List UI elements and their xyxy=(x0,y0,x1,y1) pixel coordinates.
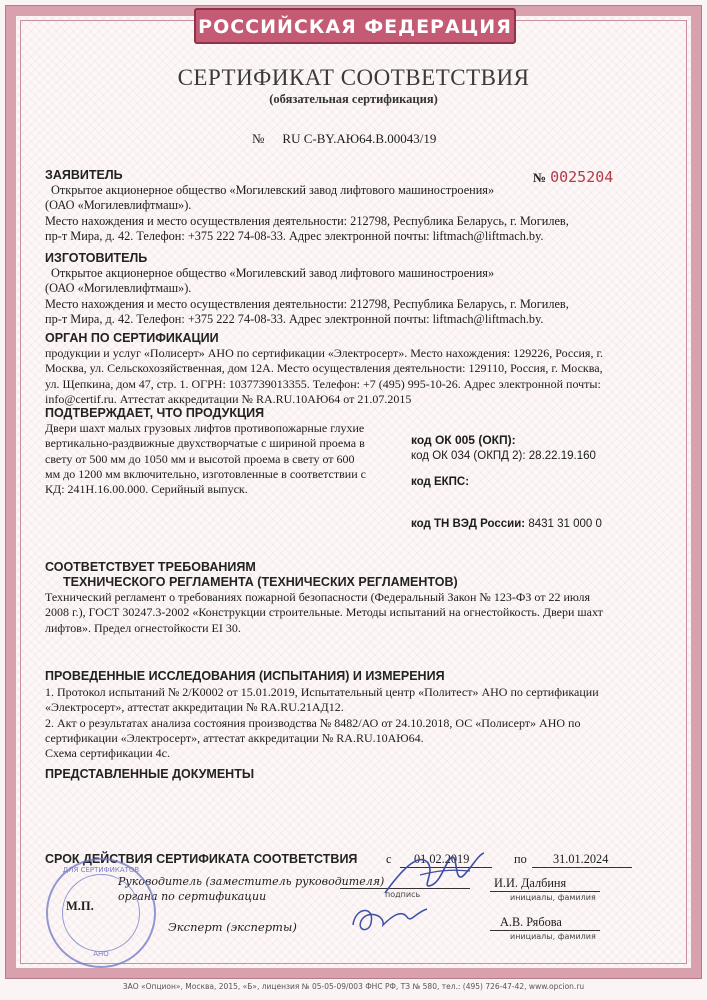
product-line: вертикально-раздвижные двухстворчатые с шириной проема в xyxy=(45,436,365,451)
initials-caption-1: инициалы, фамилия xyxy=(510,893,596,902)
tnved-row xyxy=(411,518,602,530)
manufacturer-line: пр-т Мира, д. 42. Телефон: +375 222 74-08-33. Адрес электронной почты: liftmach@liftmach.by. xyxy=(45,311,544,326)
expert-signature-icon xyxy=(345,895,435,940)
applicant-line: Открытое акционерное общество «Могилевский завод лифтового машиностроения» xyxy=(51,183,495,197)
cert-body-line: продукции и услуг «Полисерт» АНО по сертификации «Электросерт». Место нахождения: 129226, Россия, г. xyxy=(45,346,604,360)
cert-body-block xyxy=(45,346,603,407)
product-line: КД: 241Н.16.00.000. Серийный выпуск. xyxy=(45,482,248,497)
tests-line: Схема сертификации 4с. xyxy=(45,746,170,761)
validity-heading: СРОК ДЕЙСТВИЯ СЕРТИФИКАТА СООТВЕТСТВИЯ xyxy=(45,852,358,866)
manufacturer-line: Открытое акционерное общество «Могилевский завод лифтового машиностроения» xyxy=(51,266,495,280)
serial-number-value: 0025204 xyxy=(550,168,614,186)
ok005-label: код ОК 005 (ОКП): xyxy=(411,433,516,447)
manufacturer-heading: ИЗГОТОВИТЕЛЬ xyxy=(45,251,148,265)
country-banner: РОССИЙСКАЯ ФЕДЕРАЦИЯ xyxy=(194,8,516,44)
requirements-line: 2008 г.), ГОСТ 30247.3-2002 «Конструкции строительные. Методы испытаний на огнестойкость. Двери шахт xyxy=(45,605,603,620)
tests-line: «Электросерт», аттестат аккредитации № RA.RU.21АД12. xyxy=(45,700,344,715)
applicant-line: (ОАО «Могилевлифтмаш»). xyxy=(45,198,192,213)
mp-label: М.П. xyxy=(66,899,94,913)
head-name: И.И. Далбиня xyxy=(494,876,567,890)
cert-body-line: ул. Щепкина, дом 47, стр. 1. ОГРН: 1037739013355. Телефон: +7 (495) 995-10-26. Адрес электронной почты: xyxy=(45,376,601,391)
printer-footer: ЗАО «Опцион», Москва, 2015, «Б», лицензия № 05-05-09/003 ФНС РФ, ТЗ № 580, тел.: (495) 726-47-42, www.opcion.ru xyxy=(122,982,585,991)
cert-body-line: info@certif.ru. Аттестат аккредитации № RA.RU.10АЮ64 от 21.07.2015 xyxy=(45,391,412,406)
initials-caption-2: инициалы, фамилия xyxy=(510,932,596,941)
ekps-label: код ЕКПС: xyxy=(411,476,470,488)
cert-body-heading: ОРГАН ПО СЕРТИФИКАЦИИ xyxy=(45,331,219,345)
product-block xyxy=(45,421,366,497)
reg-number-value: RU C-BY.АЮ64.В.00043/19 xyxy=(282,131,437,146)
documents-heading: ПРЕДСТАВЛЕННЫЕ ДОКУМЕНТЫ xyxy=(45,767,255,781)
tests-block xyxy=(45,685,599,761)
head-label-line2: органа по сертификации xyxy=(118,890,267,903)
applicant-heading: ЗАЯВИТЕЛЬ xyxy=(45,168,123,182)
registration-number xyxy=(252,131,436,147)
expert-label: Эксперт (эксперты) xyxy=(168,920,297,934)
expert-name: А.В. Рябова xyxy=(500,915,562,929)
applicant-block xyxy=(45,183,569,244)
ok034-row xyxy=(411,450,596,462)
serial-label: № xyxy=(533,170,547,185)
cert-body-line: Москва, ул. Сельскохозяйственная, дом 12А. Место осуществления деятельности: 129110, Россия, г. Москва, xyxy=(45,361,603,376)
requirements-heading: СООТВЕТСТВУЕТ ТРЕБОВАНИЯМ xyxy=(45,560,256,574)
requirements-line: Технический регламент о требованиях пожарной безопасности (Федеральный Закон № 123-ФЗ от 22 июля xyxy=(45,590,591,604)
head-label-line1: Руководитель (заместитель руководителя) xyxy=(118,875,385,888)
ok034-value: 28.22.19.160 xyxy=(528,450,596,462)
tests-line: 1. Протокол испытаний № 2/К0002 от 15.01.2019, Испытательный центр «Политест» АНО по сертификации xyxy=(45,685,599,699)
stamp-bottom-text: АНО xyxy=(93,950,109,958)
tests-heading: ПРОВЕДЕННЫЕ ИССЛЕДОВАНИЯ (ИСПЫТАНИЯ) И ИЗМЕРЕНИЯ xyxy=(45,669,445,683)
validity-to-date: 31.01.2024 xyxy=(553,852,609,866)
manufacturer-line: (ОАО «Могилевлифтмаш»). xyxy=(45,281,192,296)
document-subtitle: (обязательная сертификация) xyxy=(269,92,438,106)
document-title: СЕРТИФИКАТ СООТВЕТСТВИЯ xyxy=(177,65,530,90)
reg-label: № xyxy=(252,131,265,146)
manufacturer-line: Место нахождения и место осуществления деятельности: 212798, Республика Беларусь, г. Могилев, xyxy=(45,296,569,311)
official-stamp xyxy=(46,858,156,968)
tnved-label: код ТН ВЭД России: xyxy=(411,518,526,530)
tnved-value: 8431 31 000 0 xyxy=(528,518,602,530)
validity-to-label: по xyxy=(514,852,527,866)
validity-from-date: 01.02.2019 xyxy=(414,852,470,866)
requirements-block xyxy=(45,590,603,636)
manufacturer-block xyxy=(45,266,569,327)
tests-line: сертификации «Электросерт», аттестат аккредитации № RA.RU.10АЮ64. xyxy=(45,730,424,745)
product-line: Двери шахт малых грузовых лифтов противопожарные глухие xyxy=(45,421,365,435)
tests-line: 2. Акт о результатах анализа состояния производства № 8482/АО от 24.10.2018, ОС «Полисерт» АНО по xyxy=(45,715,581,730)
regulation-heading: ТЕХНИЧЕСКОГО РЕГЛАМЕНТА (ТЕХНИЧЕСКИХ РЕГЛАМЕНТОВ) xyxy=(63,575,458,589)
ok034-label: код ОК 034 (ОКПД 2): xyxy=(411,450,526,462)
stamp-top-text: ДЛЯ СЕРТИФИКАТОВ xyxy=(62,866,140,874)
product-line: мм до 1200 мм включительно, изготовленные в соответствии с xyxy=(45,466,366,481)
applicant-line: Место нахождения и место осуществления деятельности: 212798, Республика Беларусь, г. Могилев, xyxy=(45,213,569,228)
product-line: свету от 500 мм до 1050 мм и высотой проема в свету от 600 xyxy=(45,451,355,466)
requirements-line: лифтов». Предел огнестойкости EI 30. xyxy=(45,620,241,635)
product-heading: ПОДТВЕРЖДАЕТ, ЧТО ПРОДУКЦИЯ xyxy=(45,406,265,420)
applicant-line: пр-т Мира, д. 42. Телефон: +375 222 74-08-33. Адрес электронной почты: liftmach@liftmach.by. xyxy=(45,228,544,243)
validity-from-label: с xyxy=(386,852,392,866)
signature-caption: подпись xyxy=(385,890,421,899)
